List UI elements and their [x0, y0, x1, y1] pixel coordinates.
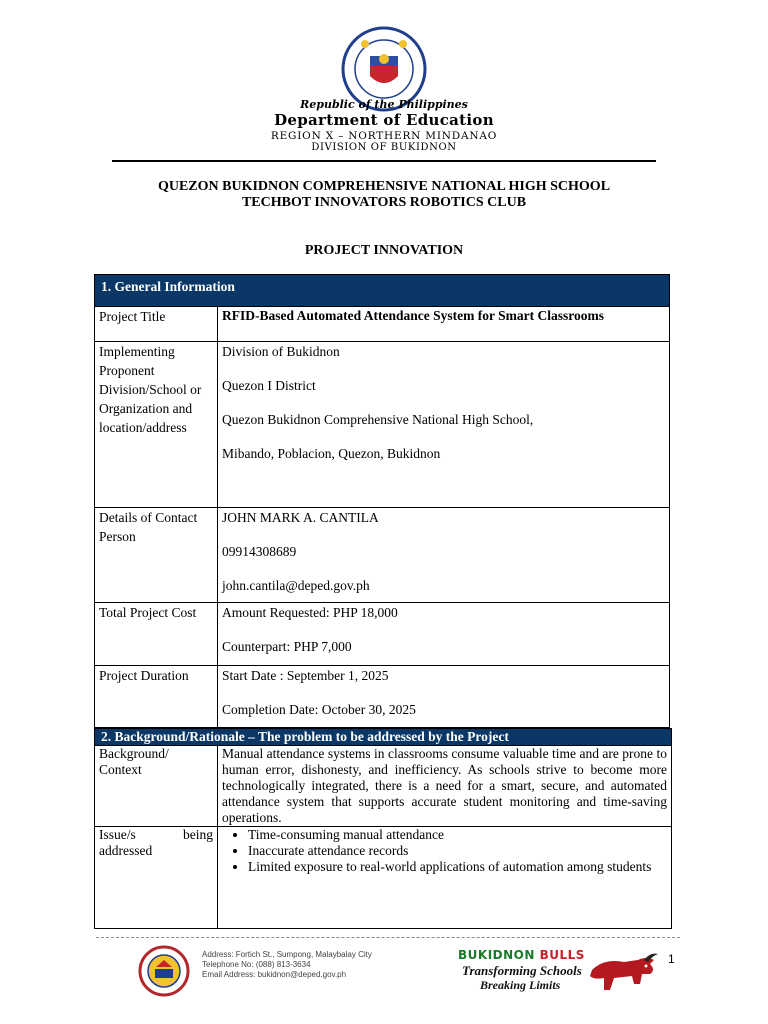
completion-date: Completion Date: October 30, 2025: [222, 702, 416, 717]
document-title: PROJECT INNOVATION: [304, 243, 464, 258]
contact-values: [218, 508, 670, 603]
republic-line: Republic of the Philippines: [300, 98, 468, 111]
brand-word-1: BUKIDNON: [458, 948, 535, 962]
header-divider: [112, 160, 656, 162]
proponent-label: Implementing Proponent Division/School or Organization and location/address: [95, 342, 218, 508]
issue-item: • Time-consuming manual attendance: [248, 827, 667, 843]
issues-label-word-3: addressed: [99, 843, 153, 858]
cost-values: [218, 603, 670, 666]
cost-label: Total Project Cost: [95, 603, 218, 666]
page-number: 1: [668, 952, 675, 966]
contact-name: JOHN MARK A. CANTILA: [222, 510, 379, 525]
tagline-line-1: Transforming Schools: [462, 963, 582, 978]
context-text: Manual attendance systems in classrooms consume valuable time and are prone to human error, dishonesty, and inefficiency. As schools strive to become more technologically integrated, there is a need for a smart, secure, and automated attendance system that supports accurate student monitoring and time-saving operations.: [218, 746, 672, 827]
issue-item: • Limited exposure to real-world applications of automation among students: [248, 859, 667, 875]
contact-phone: 09914308689: [222, 544, 297, 559]
issues-list-cell: [218, 827, 672, 929]
school-name: QUEZON BUKIDNON COMPREHENSIVE NATIONAL HIGH SCHOOL: [157, 179, 611, 194]
brand-wordmark: [458, 948, 585, 962]
context-label: Background/ Context: [95, 746, 218, 827]
division-line: DIVISION OF BUKIDNON: [311, 142, 457, 153]
footer-telephone: Telephone No: (088) 813-3634: [202, 960, 311, 969]
proponent-district: Quezon I District: [222, 378, 316, 393]
footer-email: Email Address: bukidnon@deped.gov.ph: [202, 970, 347, 979]
issues-label-word-1: Issue/s: [99, 827, 136, 842]
project-title-value: RFID-Based Automated Attendance System for Smart Classrooms: [218, 307, 670, 342]
section-heading-general: 1. General Information: [95, 275, 670, 307]
background-rationale-table: [94, 728, 672, 929]
project-title-label: Project Title: [95, 307, 218, 342]
bull-mascot-icon: [584, 950, 660, 996]
section-heading-background: 2. Background/Rationale – The problem to be addressed by the Project: [95, 729, 672, 746]
amount-requested: Amount Requested: PHP 18,000: [222, 605, 398, 620]
issue-item: • Inaccurate attendance records: [248, 843, 667, 859]
issues-label-word-2: being: [183, 827, 213, 842]
region-line: REGION X – NORTHERN MINDANAO: [270, 130, 498, 142]
club-name: TECHBOT INNOVATORS ROBOTICS CLUB: [241, 195, 527, 210]
proponent-school: Quezon Bukidnon Comprehensive National High School,: [222, 412, 534, 427]
contact-label: Details of Contact Person: [95, 508, 218, 603]
proponent-values: [218, 342, 670, 508]
department-line: Department of Education: [274, 111, 494, 129]
division-seal-logo: [138, 945, 190, 997]
proponent-division: Division of Bukidnon: [222, 344, 340, 359]
duration-label: Project Duration: [95, 666, 218, 728]
proponent-address: Mibando, Poblacion, Quezon, Bukidnon: [222, 446, 441, 461]
tagline-line-2: Breaking Limits: [480, 978, 561, 992]
general-information-table: [94, 274, 670, 728]
footer-address: Address: Fortich St., Sumpong, Malaybalay City: [202, 950, 372, 959]
brand-word-2: BULLS: [539, 948, 585, 962]
duration-values: [218, 666, 670, 728]
issues-list: [222, 827, 667, 875]
footer-address-block: [202, 950, 372, 980]
start-date: Start Date : September 1, 2025: [222, 668, 389, 683]
footer-divider: [96, 937, 680, 938]
contact-email: john.cantila@deped.gov.ph: [222, 578, 370, 593]
issues-label: [95, 827, 218, 929]
counterpart-amount: Counterpart: PHP 7,000: [222, 639, 352, 654]
